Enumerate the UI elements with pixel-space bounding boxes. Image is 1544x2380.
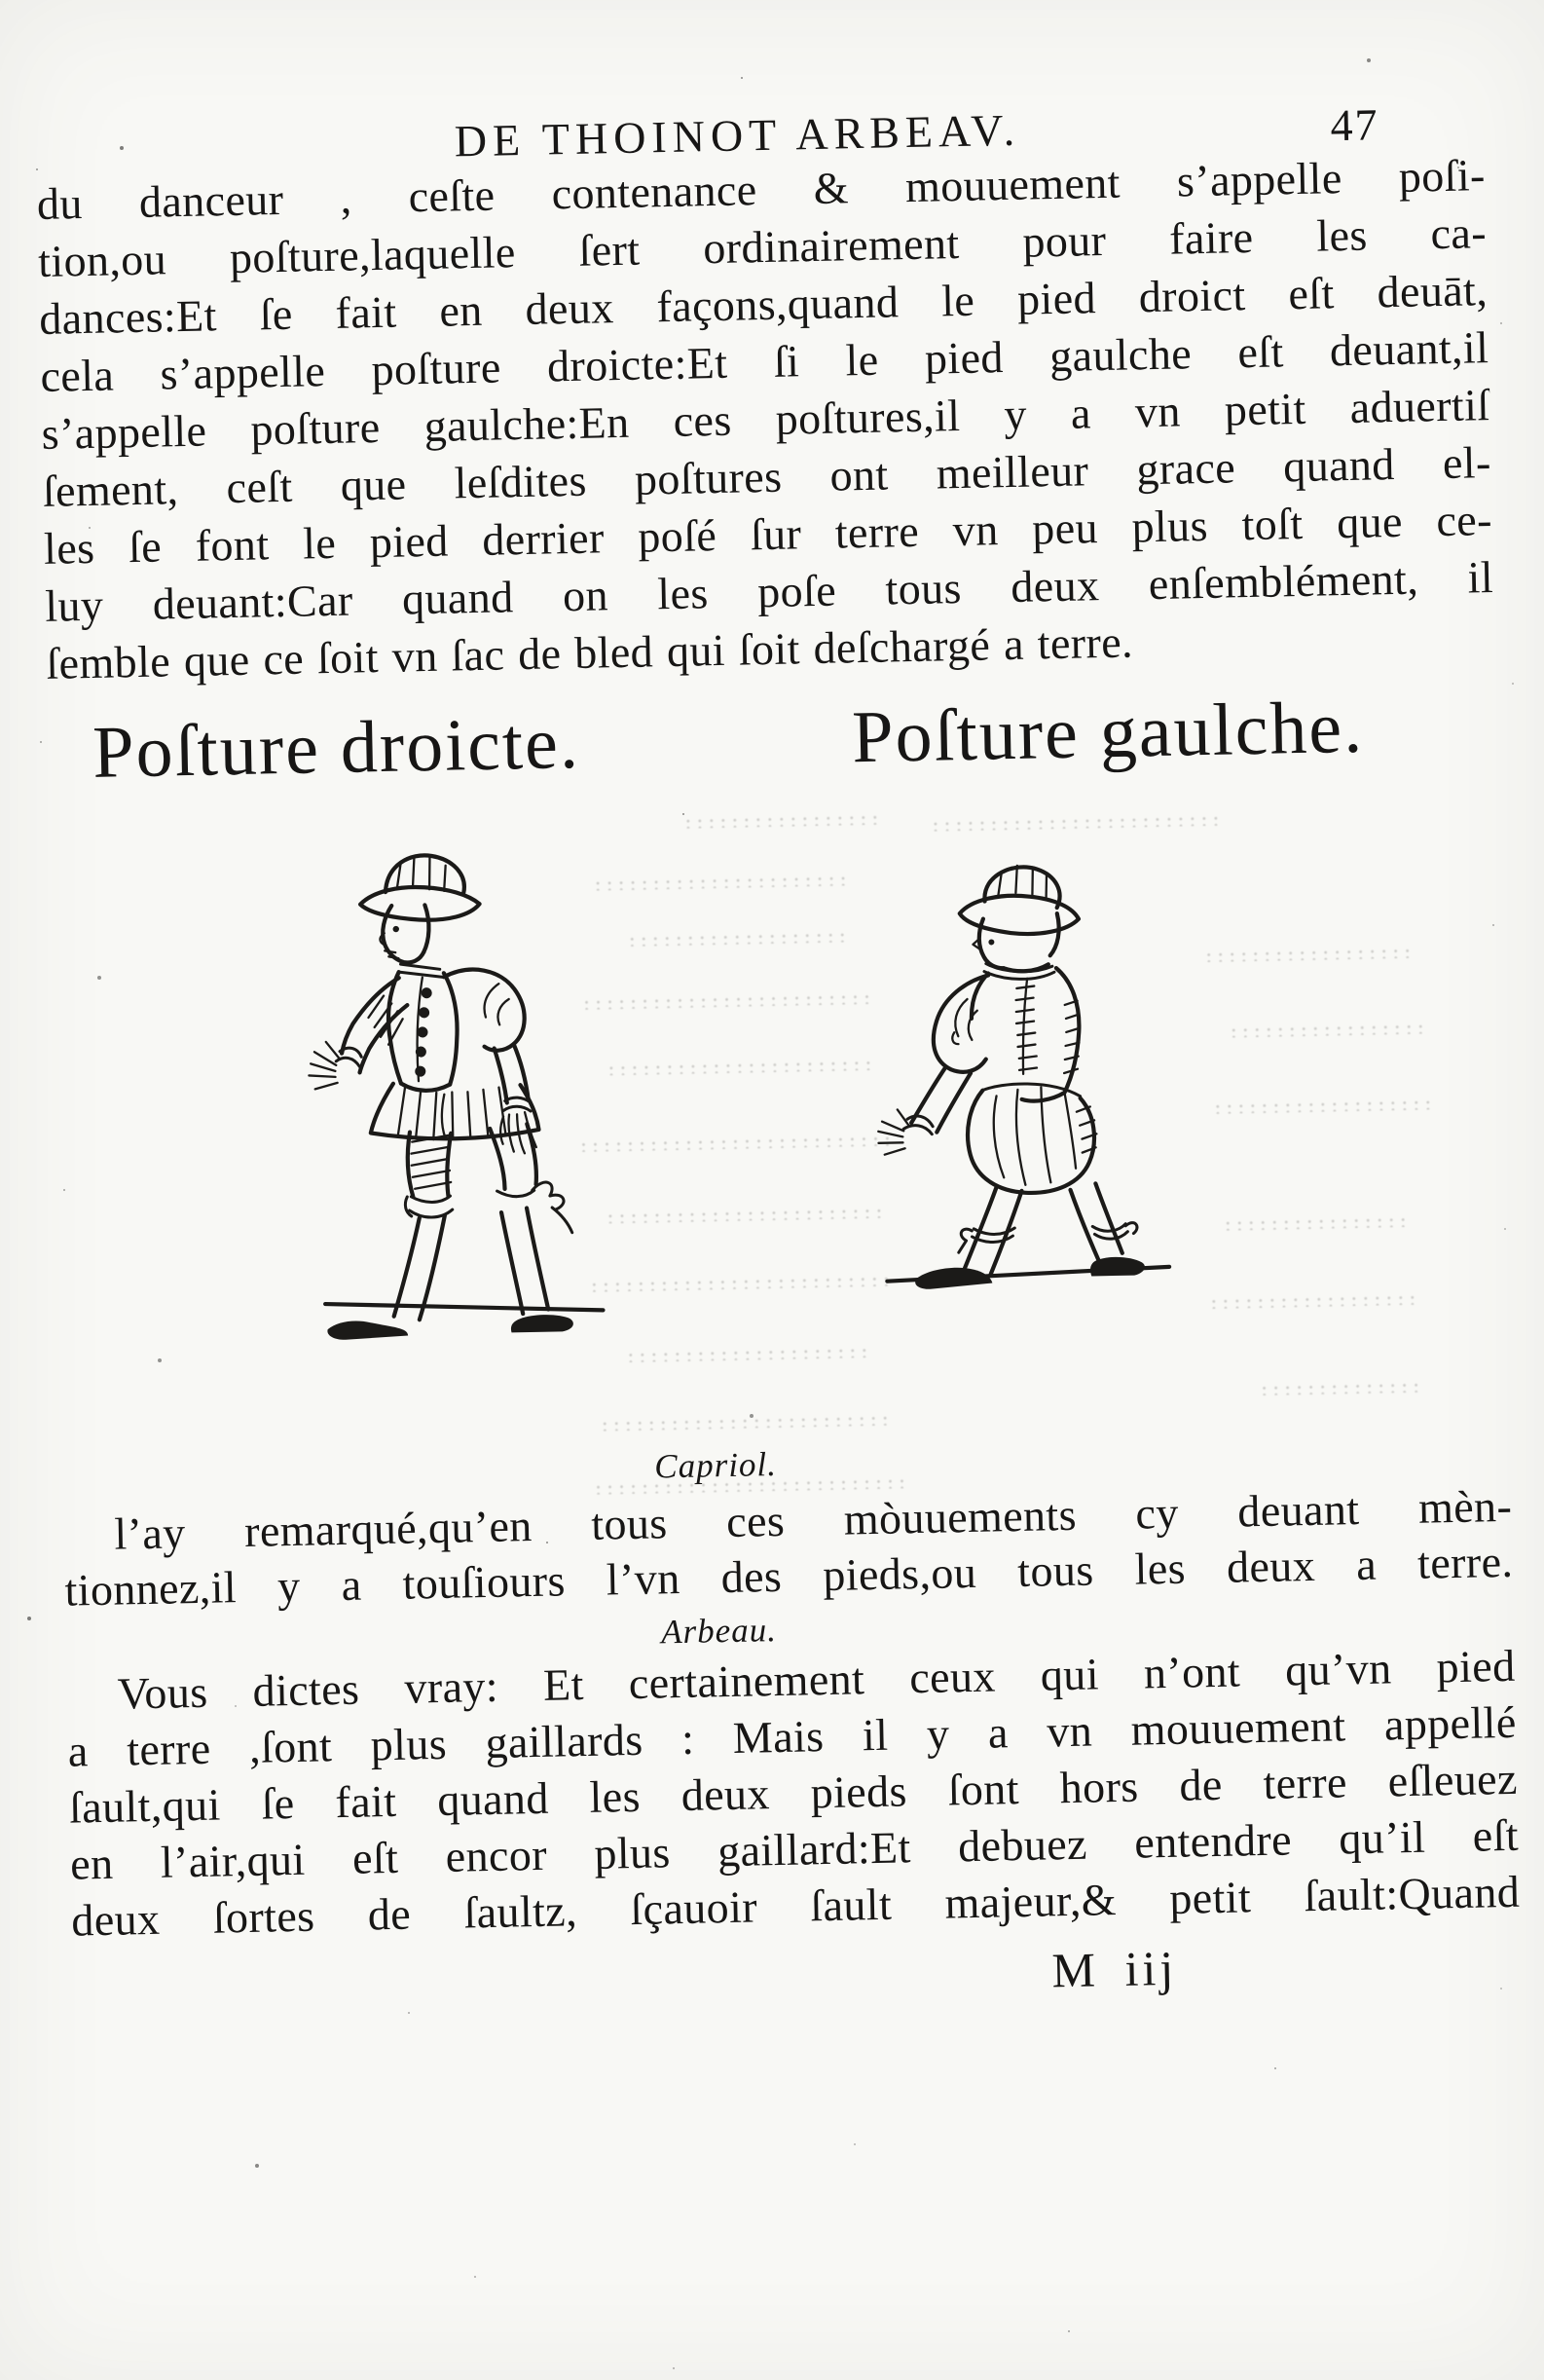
text-line: s’appelle poſture gaulche:En ces poſtures,il y a vn petit aduertiſ (41, 380, 1490, 459)
woodcut-right-dancer-drawing (870, 857, 1184, 1334)
running-header-title: DE THOINOT ARBEAV. (454, 104, 1021, 167)
text-line: a terre ,ſont plus gaillards : Mais il y a vn mouuement appellé (67, 1696, 1518, 1776)
opening-paragraph (36, 147, 1494, 693)
text-line: du danceur , ceſte contenance & mouuement s’appelle poſi- (36, 150, 1487, 229)
heading-posture-gaulche: Poſture gaulche. (851, 686, 1365, 779)
text-line: l’ay remarqué,qu’en tous ces mòuuements cy deuant mèn- (113, 1480, 1513, 1559)
text-line: tion,ou poſture,laquelle ſert ordinairement pour faire les ca- (37, 207, 1488, 286)
heading-posture-droicte: Poſture droicte. (92, 701, 581, 794)
text-line: les ſe font le pied derrier poſé ſur terre vn peu plus toſt que ce- (43, 495, 1493, 574)
woodcut-dancer-posture-gaulche (870, 857, 1184, 1334)
speaker-label-arbeau: Arbeau. (660, 1611, 778, 1652)
text-line: cela s’appelle poſture droicte:Et ſi le pied gaulche eſt deuant,il (40, 322, 1489, 401)
text-line: dances:Et ſe fait en deux façons,quand le pied droict eſt deuāt, (38, 265, 1489, 344)
text-line: deux ſortes de ſaultz, ſçauoir ſault majeur,& petit ſault:Quand (70, 1866, 1521, 1946)
signature-mark: M iij (1051, 1940, 1178, 1998)
bleedthrough-noise (0, 0, 1523, 16)
figure-headings (47, 683, 1496, 797)
text-line: Vous dictes vray: Et certainement ceux qui n’ont qu’vn pied (117, 1640, 1516, 1719)
text-line: luy deuant:Car quand on les poſe tous deux enſemblément, il (44, 552, 1494, 631)
arbeau-paragraph (66, 1639, 1521, 1951)
page-number: 47 (1330, 99, 1380, 151)
text-line: en l’air,qui eſt encor plus gaillard:Et debuez entendre qu’il eſt (69, 1809, 1520, 1889)
scan-specks (0, 0, 4, 4)
text-line: tionnez,il y a touſiours l’vn des pieds,ou tous les deux a terre. (64, 1536, 1514, 1616)
text-line: ſement, ceſt que leſdites poſtures ont meilleur grace quand el- (42, 437, 1492, 516)
woodcut-left-dancer-drawing (302, 844, 615, 1351)
capriol-paragraph (63, 1479, 1514, 1619)
text-line: ſault,qui ſe fait quand les deux pieds ſont hors de terre eſleuez (68, 1753, 1519, 1833)
woodcut-dancer-posture-droicte (302, 844, 615, 1351)
text-line: ſemble que ce ſoit vn ſac de bled qui ſoit deſchargé a terre. (45, 616, 1134, 688)
speaker-label-capriol: Capriol. (653, 1444, 778, 1486)
